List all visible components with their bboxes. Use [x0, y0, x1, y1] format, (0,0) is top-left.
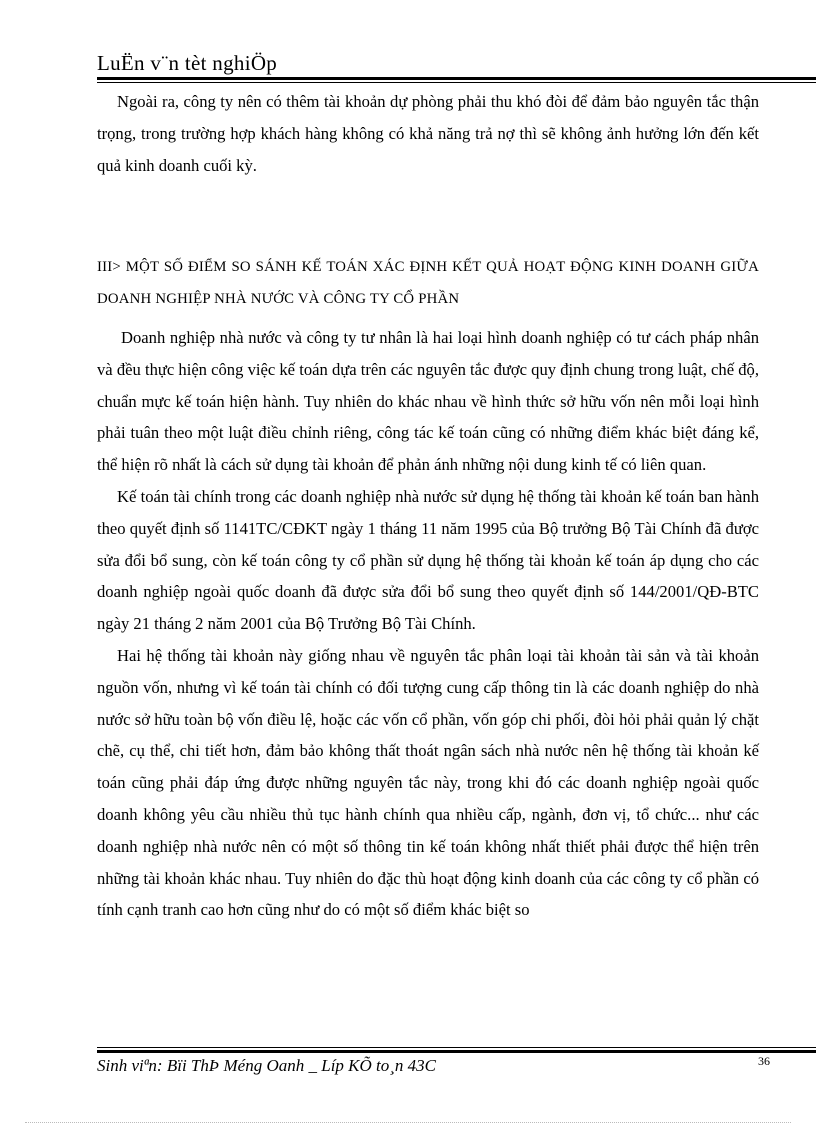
running-header: LuËn v¨n tèt nghiÖp [97, 51, 278, 75]
page-number: 36 [758, 1054, 770, 1068]
footer-rule-thin [97, 1047, 816, 1048]
paragraph-3: Hai hệ thống tài khoản này giống nhau về nguyên tắc phân loại tài khoản tài sản và tài khoản nguồn vốn, nhưng vì kế toán tài chính có đối tượng cung cấp thông tin là các doanh nghiệp do nhà nước sở hữu toàn bộ vốn điều lệ, hoặc các vốn cổ phần, vốn góp chi phối, đòi hỏi phải quản lý chặt chẽ, cụ thể, chi tiết hơn, đảm bảo không thất thoát ngân sách nhà nước nên hệ thống tài khoản kế toán cũng phải đáp ứng được những nguyên tắc này, trong khi đó các doanh nghiệp ngoài quốc doanh không yêu cầu nhiều thủ tục hành chính qua nhiều cấp, ngành, đơn vị, tổ chức... như các doanh nghiệp nhà nước nên có một số thông tin kế toán không nhất thiết phải được thể hiện trên những tài khoản khác nhau. Tuy nhiên do đặc thù hoạt động kinh doanh của các công ty cổ phần có tính cạnh tranh cao hơn cũng như do có một số điểm khác biệt so [97, 645, 759, 920]
section-body [97, 322, 759, 926]
header-rule-thin [97, 82, 816, 83]
paragraph-2: Kế toán tài chính trong các doanh nghiệp nhà nước sử dụng hệ thống tài khoản kế toán ban hành theo quyết định số 1141TC/CĐKT ngày 1 tháng 11 năm 1995 của Bộ trưởng Bộ Tài Chính đã được sửa đổi bổ sung, còn kế toán công ty cổ phần sử dụng hệ thống tài khoản kế toán áp dụng cho các doanh nghiệp ngoài quốc doanh đã được sửa đổi bổ sung theo quyết định số 144/2001/QĐ-BTC ngày 21 tháng 2 năm 2001 của Bộ Trưởng Bộ Tài Chính. [97, 486, 759, 634]
footer-rule-thick [97, 1050, 816, 1053]
footer-author: Sinh viªn: Bïi ThÞ Méng Oanh _ Líp KÕ to¸n 43C [97, 1056, 437, 1075]
intro-block [97, 86, 759, 181]
header-rule-thick [97, 77, 816, 80]
paragraph-1: Doanh nghiệp nhà nước và công ty tư nhân là hai loại hình doanh nghiệp có tư cách pháp nhân và đều thực hiện công việc kế toán dựa trên các nguyên tắc được quy định chung trong luật, chế độ, chuẩn mực kế toán hiện hành. Tuy nhiên do khác nhau về hình thức sở hữu vốn nên mỗi loại hình phải tuân theo một luật điều chỉnh riêng, công tác kế toán cũng có những điểm khác biệt đáng kể, thể hiện rõ nhất là cách sử dụng tài khoản để phản ánh những nội dung kinh tế có liên quan. [97, 328, 759, 475]
intro-paragraph: Ngoài ra, công ty nên có thêm tài khoản dự phòng phải thu khó đòi để đảm bảo nguyên tắc thận trọng, trong trường hợp khách hàng không có khả năng trả nợ thì sẽ không ảnh hưởng lớn đến kết quả kinh doanh cuối kỳ. [97, 92, 759, 175]
section-heading: III> MỘT SỐ ĐIỂM SO SÁNH KẾ TOÁN XÁC ĐỊNH KẾT QUẢ HOẠT ĐỘNG KINH DOANH GIỮA DOANH NGHIỆP NHÀ NƯỚC VÀ CÔNG TY CỔ PHẦN [97, 259, 759, 307]
